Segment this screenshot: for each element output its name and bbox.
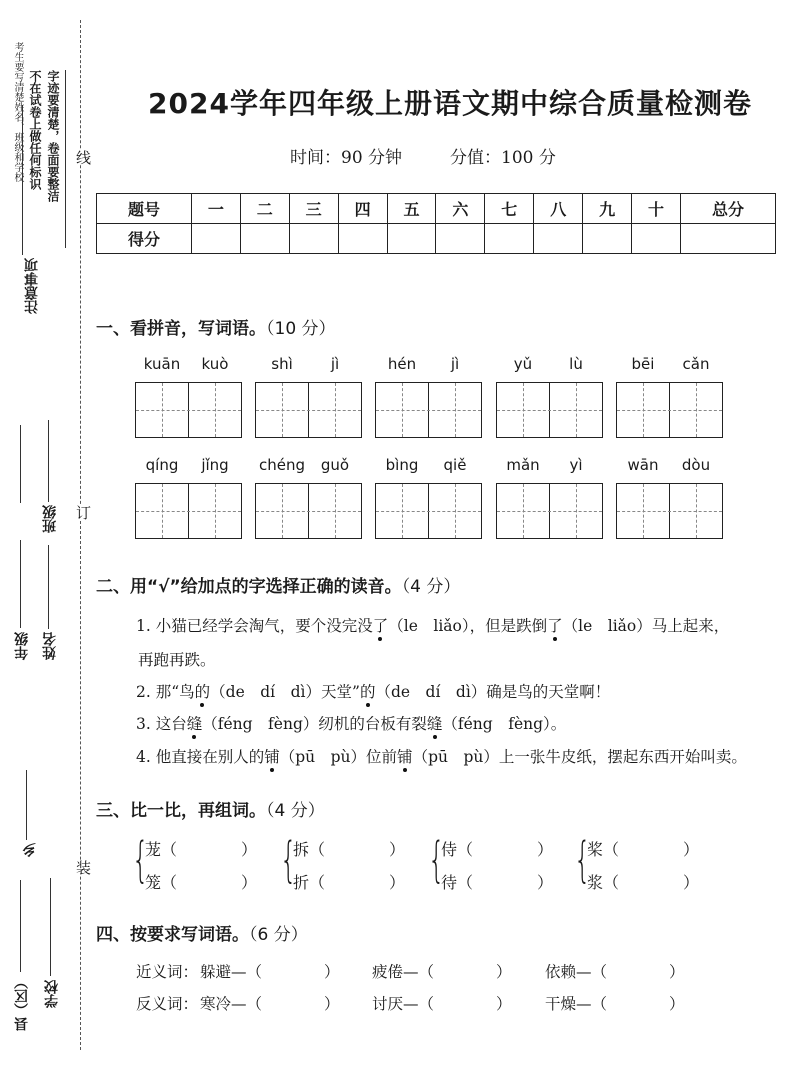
compare-word-input[interactable]: 侍（ ） bbox=[441, 840, 554, 859]
class-input-line-left[interactable] bbox=[20, 425, 21, 503]
brace-icon: { bbox=[280, 832, 297, 888]
grid-guide-line bbox=[282, 383, 283, 437]
grid-guide-line bbox=[617, 410, 722, 411]
grid-guide-line bbox=[162, 484, 163, 538]
q-text: 1. 小猫已经学会淘气，要个没完没 bbox=[136, 617, 373, 635]
pinyin-label: bēi bbox=[631, 355, 655, 373]
notes-title: 注意事项 bbox=[24, 258, 40, 314]
score-cell: 六 bbox=[436, 194, 485, 224]
grid-guide-line bbox=[376, 410, 481, 411]
question-2-4 bbox=[136, 745, 747, 767]
dotted-char: 缝 bbox=[186, 715, 203, 733]
name-label: 姓名 bbox=[42, 632, 58, 660]
tianzige-writing-box[interactable] bbox=[616, 382, 723, 438]
exam-notes-line1: 考生要写清楚姓名、班级和学校 bbox=[12, 42, 23, 182]
compare-word-input[interactable]: 拆（ ） bbox=[293, 840, 406, 859]
pinyin-label: jǐng bbox=[201, 456, 229, 474]
pinyin-label: kuān bbox=[143, 355, 181, 373]
class-label: 班级 bbox=[42, 505, 58, 533]
q-text[interactable]: （féng fèng）。 bbox=[442, 715, 567, 733]
q-text[interactable]: （le liǎo）马上起来， bbox=[562, 617, 730, 635]
synonym-input[interactable]: 依赖—（ ） bbox=[545, 963, 685, 981]
grid-guide-line bbox=[402, 484, 403, 538]
school-input-line[interactable] bbox=[50, 878, 51, 976]
score-cell: 五 bbox=[387, 194, 436, 224]
pinyin-label: qiě bbox=[443, 456, 467, 474]
antonym-label: 反义词： bbox=[136, 995, 199, 1013]
q-text: 2. 那“鸟 bbox=[136, 683, 195, 701]
score-cell: 八 bbox=[534, 194, 583, 224]
pinyin-label: qíng bbox=[145, 456, 179, 474]
grid-guide-line bbox=[455, 383, 456, 437]
dotted-char: 铺 bbox=[264, 748, 280, 766]
class-input-line[interactable] bbox=[48, 420, 49, 502]
grid-guide-line bbox=[282, 484, 283, 538]
q-text[interactable]: （de dí dì）天堂” bbox=[210, 683, 360, 701]
score-input-cell[interactable] bbox=[534, 224, 583, 254]
grid-guide-line bbox=[617, 511, 722, 512]
dotted-char: 铺 bbox=[397, 748, 413, 766]
grid-guide-line bbox=[696, 484, 697, 538]
section1-heading bbox=[96, 314, 336, 339]
pinyin-label: lù bbox=[569, 355, 583, 373]
tianzige-writing-box[interactable] bbox=[616, 483, 723, 539]
q-text[interactable]: （pū pù）位前 bbox=[279, 748, 398, 766]
section4-heading bbox=[96, 920, 308, 945]
question-2-1-cont: 再跑再跌。 bbox=[138, 651, 216, 669]
score-input-cell[interactable] bbox=[338, 224, 387, 254]
grid-guide-line bbox=[402, 383, 403, 437]
grid-guide-line bbox=[136, 410, 241, 411]
pinyin-label: chéng bbox=[258, 456, 305, 474]
pinyin-label: kuò bbox=[201, 355, 229, 373]
dotted-char: 了 bbox=[547, 617, 563, 635]
pinyin-label: shì bbox=[271, 355, 293, 373]
section3-points: （4 分） bbox=[266, 801, 325, 821]
score-input-cell[interactable] bbox=[485, 224, 534, 254]
score-cell: 四 bbox=[338, 194, 387, 224]
grade-label: 年级 bbox=[14, 632, 30, 660]
grid-guide-line bbox=[643, 484, 644, 538]
section4-points: （6 分） bbox=[249, 925, 308, 945]
grid-guide-line bbox=[455, 484, 456, 538]
question-2-1 bbox=[136, 614, 729, 636]
binding-line-mark: 线 bbox=[74, 150, 92, 165]
score-cell: 总分 bbox=[680, 194, 775, 224]
exam-notes-line3: 字迹要清楚，卷面要整洁 bbox=[46, 70, 60, 202]
question-2-3 bbox=[136, 712, 566, 734]
exam-title: 2024学年四年级上册语文期中综合质量检测卷 bbox=[148, 87, 752, 120]
compare-word-input[interactable]: 浆（ ） bbox=[587, 873, 700, 892]
notes-divider-left bbox=[22, 105, 23, 255]
tianzige-writing-box[interactable] bbox=[496, 382, 603, 438]
compare-word-input[interactable]: 待（ ） bbox=[441, 873, 554, 892]
binding-ding-mark: 订 bbox=[74, 505, 92, 520]
score-input-cell[interactable] bbox=[632, 224, 681, 254]
antonym-input[interactable]: 寒冷—（ ） bbox=[200, 995, 340, 1013]
section3-heading bbox=[96, 796, 325, 821]
score-cell: 九 bbox=[583, 194, 632, 224]
pinyin-label: cǎn bbox=[682, 355, 710, 373]
brace-icon: { bbox=[132, 832, 149, 888]
score-row-label: 得分 bbox=[97, 224, 192, 254]
grid-guide-line bbox=[523, 383, 524, 437]
grid-guide-line bbox=[523, 484, 524, 538]
score-input-cell[interactable] bbox=[387, 224, 436, 254]
score-cell: 一 bbox=[191, 194, 240, 224]
tianzige-writing-box[interactable] bbox=[255, 382, 362, 438]
pinyin-label: hén bbox=[387, 355, 417, 373]
notes-divider bbox=[65, 70, 66, 248]
section1-points: （10 分） bbox=[266, 319, 336, 339]
pinyin-label: jì bbox=[330, 355, 340, 373]
grid-guide-line bbox=[497, 511, 602, 512]
exam-time: 时间：90 分钟 bbox=[290, 148, 403, 168]
brace-icon: { bbox=[574, 832, 591, 888]
score-table-score-row bbox=[97, 224, 776, 254]
grid-guide-line bbox=[162, 383, 163, 437]
brace-icon: { bbox=[428, 832, 445, 888]
county-input-line[interactable] bbox=[20, 880, 21, 972]
score-input-cell[interactable] bbox=[436, 224, 485, 254]
grid-guide-line bbox=[256, 410, 361, 411]
dotted-char: 缝 bbox=[426, 715, 443, 733]
compare-word-input[interactable]: 茏（ ） bbox=[145, 840, 258, 859]
pinyin-label: jì bbox=[450, 355, 460, 373]
score-input-cell[interactable] bbox=[240, 224, 289, 254]
name-input-line[interactable] bbox=[48, 545, 49, 629]
grid-guide-line bbox=[215, 484, 216, 538]
q-text[interactable]: （féng fèng）纫机的台板有裂 bbox=[202, 715, 427, 733]
binding-zhuang-mark: 装 bbox=[74, 860, 92, 875]
town-input-line[interactable] bbox=[26, 770, 27, 840]
question-2-2 bbox=[136, 680, 610, 702]
dotted-char: 的 bbox=[359, 683, 376, 701]
grid-guide-line bbox=[215, 383, 216, 437]
compare-word-input[interactable]: 笼（ ） bbox=[145, 873, 258, 892]
grid-guide-line bbox=[335, 484, 336, 538]
score-cell: 七 bbox=[485, 194, 534, 224]
grade-input-line[interactable] bbox=[20, 540, 21, 628]
pinyin-label: wān bbox=[627, 456, 659, 474]
score-input-cell[interactable] bbox=[680, 224, 775, 254]
synonym-input[interactable]: 躲避—（ ） bbox=[200, 963, 340, 981]
pinyin-label: yì bbox=[569, 456, 583, 474]
synonym-label: 近义词： bbox=[136, 963, 199, 981]
exam-score-total: 分值：100 分 bbox=[450, 148, 556, 168]
score-table-header-row bbox=[97, 194, 776, 224]
q-text[interactable]: （pū pù）上一张牛皮纸，摆起东西开始叫卖。 bbox=[412, 748, 747, 766]
pinyin-label: yǔ bbox=[513, 355, 533, 373]
score-input-cell[interactable] bbox=[191, 224, 240, 254]
section1-title: 一、看拼音，写词语。 bbox=[96, 319, 266, 339]
town-label: 乡 bbox=[22, 843, 38, 857]
dotted-char: 了 bbox=[372, 617, 389, 635]
q-text: 4. 他直接在别人的 bbox=[136, 748, 265, 766]
county-label: 县（区） bbox=[14, 975, 30, 1031]
dotted-char: 的 bbox=[194, 683, 211, 701]
antonym-input[interactable]: 讨厌—（ ） bbox=[372, 995, 512, 1013]
compare-word-input[interactable]: 桨（ ） bbox=[587, 840, 700, 859]
score-table bbox=[96, 193, 776, 254]
grid-guide-line bbox=[136, 511, 241, 512]
grid-guide-line bbox=[376, 511, 481, 512]
tianzige-writing-box[interactable] bbox=[135, 483, 242, 539]
tianzige-writing-box[interactable] bbox=[496, 483, 603, 539]
tianzige-writing-box[interactable] bbox=[375, 382, 482, 438]
binding-dashed-line bbox=[80, 20, 81, 1050]
score-cell: 题号 bbox=[97, 194, 192, 224]
tianzige-writing-box[interactable] bbox=[135, 382, 242, 438]
section3-title: 三、比一比，再组词。 bbox=[96, 801, 266, 821]
tianzige-writing-box[interactable] bbox=[255, 483, 362, 539]
section2-points: （4 分） bbox=[401, 577, 461, 597]
tianzige-writing-box[interactable] bbox=[375, 483, 482, 539]
score-input-cell[interactable] bbox=[583, 224, 632, 254]
grid-guide-line bbox=[696, 383, 697, 437]
grid-guide-line bbox=[643, 383, 644, 437]
q-text[interactable]: （de dí dì）确是鸟的天堂啊！ bbox=[375, 683, 611, 701]
section4-title: 四、按要求写词语。 bbox=[96, 925, 249, 945]
section2-heading bbox=[96, 572, 460, 597]
antonym-input[interactable]: 干燥—（ ） bbox=[545, 995, 685, 1013]
grid-guide-line bbox=[335, 383, 336, 437]
grid-guide-line bbox=[497, 410, 602, 411]
grid-guide-line bbox=[256, 511, 361, 512]
school-label: 学校 bbox=[44, 980, 60, 1008]
q-text: 3. 这台 bbox=[136, 715, 187, 733]
score-cell: 二 bbox=[240, 194, 289, 224]
grid-guide-line bbox=[576, 484, 577, 538]
compare-word-input[interactable]: 折（ ） bbox=[293, 873, 406, 892]
q-text[interactable]: （le liǎo），但是跌倒 bbox=[388, 617, 548, 635]
score-input-cell[interactable] bbox=[289, 224, 338, 254]
score-cell: 三 bbox=[289, 194, 338, 224]
synonym-input[interactable]: 疲倦—（ ） bbox=[372, 963, 512, 981]
score-cell: 十 bbox=[632, 194, 681, 224]
pinyin-label: bìng bbox=[385, 456, 419, 474]
exam-notes-line2: 不在试卷上做任何标识 bbox=[28, 70, 42, 190]
pinyin-label: dòu bbox=[681, 456, 711, 474]
pinyin-label: guǒ bbox=[320, 456, 350, 474]
grid-guide-line bbox=[576, 383, 577, 437]
section2-title: 二、用“√”给加点的字选择正确的读音。 bbox=[96, 577, 402, 597]
pinyin-label: mǎn bbox=[506, 456, 540, 474]
